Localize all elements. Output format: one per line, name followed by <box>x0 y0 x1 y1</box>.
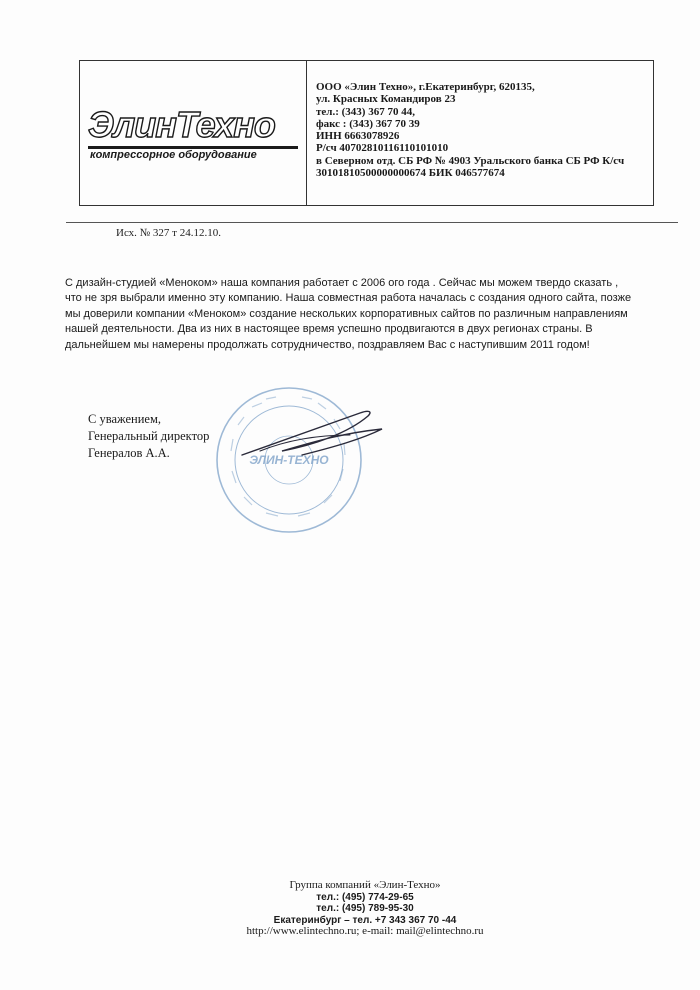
footer-phone-1: тел.: (495) 774-29-65 <box>316 891 414 903</box>
footer-ekb-phone: Екатеринбург – тел. +7 343 367 70 -44 <box>273 914 457 926</box>
letterhead-divider <box>306 61 307 205</box>
outgoing-reference: Исх. № 327 т 24.12.10. <box>116 227 221 239</box>
company-fax-line: факс : (343) 367 70 39 <box>316 117 420 130</box>
logo-tagline: компрессорное оборудование <box>90 149 257 161</box>
body-line: С дизайн-студией «Меноком» наша компания работает с 2006 ого года . Сейчас мы можем твердо сказать , <box>65 277 619 289</box>
body-line: мы доверили компании «Меноком» создание нескольких корпоративных сайтов по различным направлениям <box>65 307 628 320</box>
letter-footer <box>200 880 530 938</box>
body-line: дальнейшем мы намерены продолжать сотрудничество, поздравляем Вас с наступившим 2011 годом! <box>65 338 590 351</box>
handwritten-signature <box>240 405 390 470</box>
company-account-line: Р/сч 40702810116110101010 <box>316 142 449 155</box>
signer-name: Генералов А.А. <box>88 446 170 460</box>
company-bank-line: в Северном отд. СБ РФ № 4903 Уральского банка СБ РФ К/сч <box>316 154 625 167</box>
header-rule <box>66 222 678 223</box>
company-bik-line: 30101810500000000674 БИК 046577674 <box>316 167 505 180</box>
company-phone-line: тел.: (343) 367 70 44, <box>316 105 415 118</box>
company-inn-line: ИНН 6663078926 <box>316 130 400 143</box>
signature-block <box>88 411 209 462</box>
body-line: нашей деятельности. Два из них в настоящее время успешно продвигаются в двух регионах страны. В <box>65 323 593 336</box>
signer-position: Генеральный директор <box>88 429 210 443</box>
company-logo <box>88 105 300 175</box>
letterhead <box>79 60 654 206</box>
logo-wordmark: ЭлинТехно <box>88 104 275 145</box>
footer-phone-2: тел.: (495) 789-95-30 <box>316 903 414 915</box>
company-address-line: ООО «Элин Техно», г.Екатеринбург, 620135, <box>316 81 535 93</box>
body-line: что не зря выбрали именно эту компанию. Наша совместная работа началась с создания одного сайта, позже <box>65 292 632 305</box>
footer-web-email: http://www.elintechno.ru; e-mail: mail@elintechno.ru <box>246 925 484 938</box>
footer-group-name: Группа компаний «Элин-Техно» <box>289 879 441 891</box>
company-street-line: ул. Красных Командиров 23 <box>316 93 456 106</box>
letter-body <box>65 276 655 353</box>
company-details <box>316 81 651 179</box>
closing-phrase: С уважением, <box>88 412 161 426</box>
stamp-center-text: ЭЛИН-ТЕХНО <box>249 453 329 467</box>
